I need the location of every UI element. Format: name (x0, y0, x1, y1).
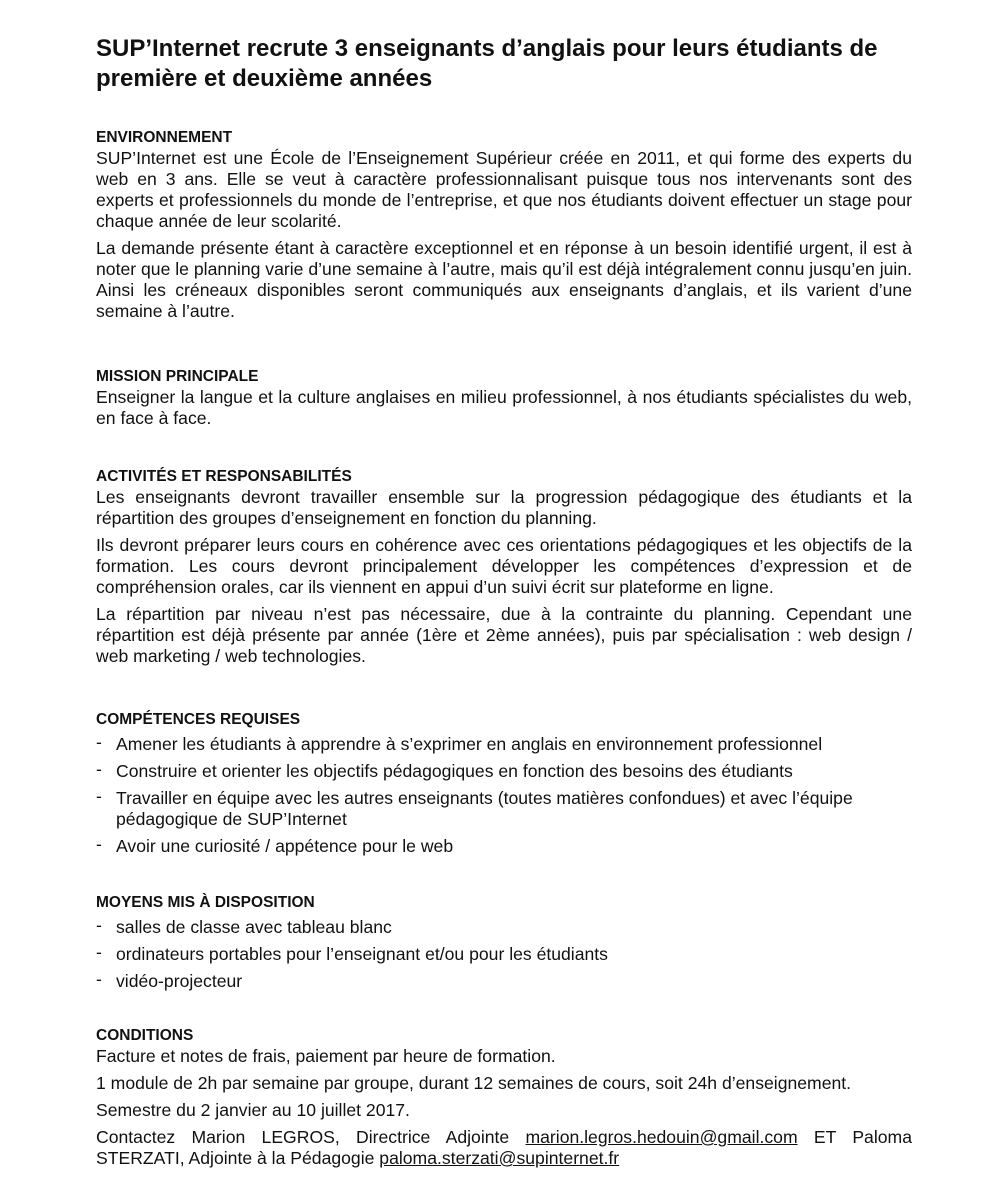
dash-bullet: - (96, 732, 102, 752)
paragraph: Ils devront préparer leurs cours en cohérence avec ces orientations pédagogiques et les objectifs de la formation. Les cours devront principalement développer les compétences d’expression et de compréhension orales, car ils viennent en appui d’un suivi écrit sur plateforme en ligne. (96, 535, 912, 597)
dash-bullet: - (96, 915, 102, 935)
list-item-text: ordinateurs portables pour l’enseignant et/ou pour les étudiants (116, 944, 608, 964)
contact-middle: ET Paloma STERZATI, Adjointe à la Pédagogie (96, 1127, 912, 1168)
section-environnement (96, 128, 912, 328)
section-heading: MOYENS MIS À DISPOSITION (96, 894, 315, 911)
list-item-text: Amener les étudiants à apprendre à s’exprimer en anglais en environnement professionnel (116, 734, 823, 754)
section-heading: CONDITIONS (96, 1027, 194, 1044)
dash-bullet: - (96, 942, 102, 962)
paragraph: La demande présente étant à caractère exceptionnel et en réponse à un besoin identifié urgent, il est à noter que le planning varie d’une semaine à l’autre, mais qu’il est déjà intégralement connu jusqu’en juin. Ainsi les créneaux disponibles seront communiqués aux enseignants d’anglais, et ils varient d’une semaine à l’autre. (96, 238, 912, 321)
section-mission (96, 367, 912, 435)
competences-list (96, 734, 912, 857)
list-item-text: Construire et orienter les objectifs pédagogiques en fonction des besoins des étudiants (116, 761, 793, 781)
list-item (96, 971, 912, 992)
section-competences (96, 710, 912, 863)
dash-bullet: - (96, 759, 102, 779)
paragraph: Semestre du 2 janvier au 10 juillet 2017. (96, 1100, 410, 1120)
dash-bullet: - (96, 969, 102, 989)
moyens-list (96, 917, 912, 992)
paragraph: La répartition par niveau n’est pas nécessaire, due à la contrainte du planning. Cependant une répartition est déjà présente par année (1ère et 2ème années), puis par spécialisation : web design / web marketing / web technologies. (96, 604, 912, 666)
dash-bullet: - (96, 786, 102, 806)
page-title: SUP’Internet recrute 3 enseignants d’anglais pour leurs étudiants de première et deuxième années (96, 35, 878, 92)
section-heading: ENVIRONNEMENT (96, 129, 233, 146)
section-heading: ACTIVITÉS ET RESPONSABILITÉS (96, 468, 352, 485)
paragraph: Enseigner la langue et la culture anglaises en milieu professionnel, à nos étudiants spécialistes du web, en face à face. (96, 387, 912, 428)
list-item-text: salles de classe avec tableau blanc (116, 917, 392, 937)
list-item (96, 836, 912, 857)
section-heading: COMPÉTENCES REQUISES (96, 711, 301, 728)
contact-paragraph (96, 1127, 912, 1169)
section-activites (96, 467, 912, 673)
paragraph: Les enseignants devront travailler ensemble sur la progression pédagogique des étudiants et la répartition des groupes d’enseignement en fonction du planning. (96, 487, 912, 528)
list-item (96, 944, 912, 965)
section-heading: MISSION PRINCIPALE (96, 368, 259, 385)
list-item-text: Travailler en équipe avec les autres enseignants (toutes matières confondues) et avec l’équipe pédagogique de SUP’Internet (116, 788, 853, 829)
section-conditions (96, 1026, 912, 1175)
email-link-paloma[interactable]: paloma.sterzati@supinternet.fr (379, 1148, 620, 1168)
paragraph: Facture et notes de frais, paiement par heure de formation. (96, 1046, 556, 1066)
paragraph: SUP’Internet est une École de l’Enseignement Supérieur créée en 2011, et qui forme des experts du web en 3 ans. Elle se veut à caractère professionnalisant puisque tous nos intervenants sont des experts et professionnels du monde de l’entreprise, et que nos étudiants doivent effectuer un stage pour chaque année de leur scolarité. (96, 148, 912, 231)
list-item (96, 917, 912, 938)
list-item (96, 788, 912, 830)
paragraph: 1 module de 2h par semaine par groupe, durant 12 semaines de cours, soit 24h d’enseignement. (96, 1073, 852, 1093)
list-item-text: Avoir une curiosité / appétence pour le web (116, 836, 454, 856)
list-item (96, 761, 912, 782)
list-item-text: vidéo-projecteur (116, 971, 243, 991)
contact-prefix: Contactez Marion LEGROS, Directrice Adjointe (96, 1127, 526, 1147)
section-moyens (96, 893, 912, 998)
email-link-marion[interactable]: marion.legros.hedouin@gmail.com (525, 1127, 798, 1147)
list-item (96, 734, 912, 755)
dash-bullet: - (96, 834, 102, 854)
